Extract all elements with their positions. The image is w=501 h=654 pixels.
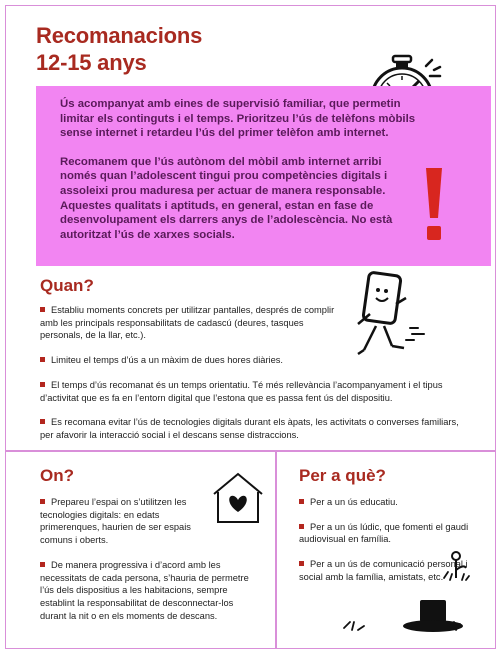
list-item: Limiteu el temps d’ús a un màxim de dues hores diàries. bbox=[40, 354, 460, 367]
quan-heading: Quan? bbox=[40, 276, 94, 295]
intro-paragraph-2: Recomanem que l’ús autònom del mòbil amb internet arribi només quan l’adolescent tingui prou competències digitals i assoleixi prou maduresa per actuar de manera responsable. Aquestes qualitats i aptituds, en general, estan en fase de desenvolupament els darrers anys de l’adolescència. No està autoritzat l’ús de xarxes socials. bbox=[60, 155, 393, 241]
on-list bbox=[40, 496, 270, 634]
bullet-icon bbox=[40, 307, 45, 312]
list-item: Establiu moments concrets per utilitzar pantalles, després de complir amb les principals responsabilitats de cadascú (deures, tasques personals, de la llar, etc.). bbox=[40, 305, 335, 341]
list-item: Prepareu l’espai on s’utilitzen les tecnologies digitals: en edats primerenques, haurien de ser espais comuns i oberts. bbox=[40, 497, 191, 546]
flower-icon bbox=[440, 548, 470, 584]
column-divider bbox=[275, 450, 277, 649]
bullet-icon bbox=[40, 419, 45, 424]
bullet-icon bbox=[40, 562, 45, 567]
page-title bbox=[36, 22, 202, 76]
hat-icon bbox=[340, 596, 470, 638]
phone-character-icon bbox=[348, 268, 443, 360]
bullet-icon bbox=[40, 357, 45, 362]
list-item: De manera progressiva i d’acord amb les necessitats de cada persona, s’hauria de permetre l’ús dels dispositius a les habitacions, sempre establint la responsabilitat de desconnectar-los durant la nit o en els moments de descans. bbox=[40, 559, 249, 621]
list-item: El temps d’ús recomanat és un temps orientatiu. Té més rellevància l’acompanyament i el tipus d’activitat que es fa en l’entorn digital que l’estona que es passa fent ús del dispositiu. bbox=[40, 379, 443, 403]
list-item: Per a un ús educatiu. bbox=[299, 496, 474, 509]
list-item: Es recomana evitar l’ús de tecnologies digitals durant els àpats, les activitats o converses familiars, per afavorir la interacció social i el descans sense distraccions. bbox=[40, 417, 459, 440]
quan-list bbox=[40, 304, 459, 454]
title-line-2: 12-15 anys bbox=[36, 50, 147, 75]
list-item: Per a un ús de comunicació personal i social amb la família, amistats, etc. bbox=[299, 559, 468, 582]
bullet-icon bbox=[40, 382, 45, 387]
title-line-1: Recomanacions bbox=[36, 23, 203, 48]
bullet-icon bbox=[299, 499, 304, 504]
section-divider bbox=[5, 450, 496, 452]
exclamation-icon bbox=[422, 166, 446, 244]
bullet-icon bbox=[299, 524, 304, 529]
recommendation-text bbox=[60, 97, 420, 256]
list-item: Per a un ús lúdic, que fomenti el gaudi audiovisual en família. bbox=[299, 521, 469, 545]
intro-paragraph-1: Ús acompanyat amb eines de supervisió familiar, que permetin limitar els continguts i el temps. Prioritzeu l’ús de telèfons mòbils sense internet i retardeu l’ús del primer telèfon amb internet. bbox=[60, 98, 416, 140]
on-heading: On? bbox=[40, 466, 74, 485]
bullet-icon bbox=[40, 499, 45, 504]
bullet-icon bbox=[299, 561, 304, 566]
per-a-que-heading: Per a què? bbox=[299, 466, 386, 485]
